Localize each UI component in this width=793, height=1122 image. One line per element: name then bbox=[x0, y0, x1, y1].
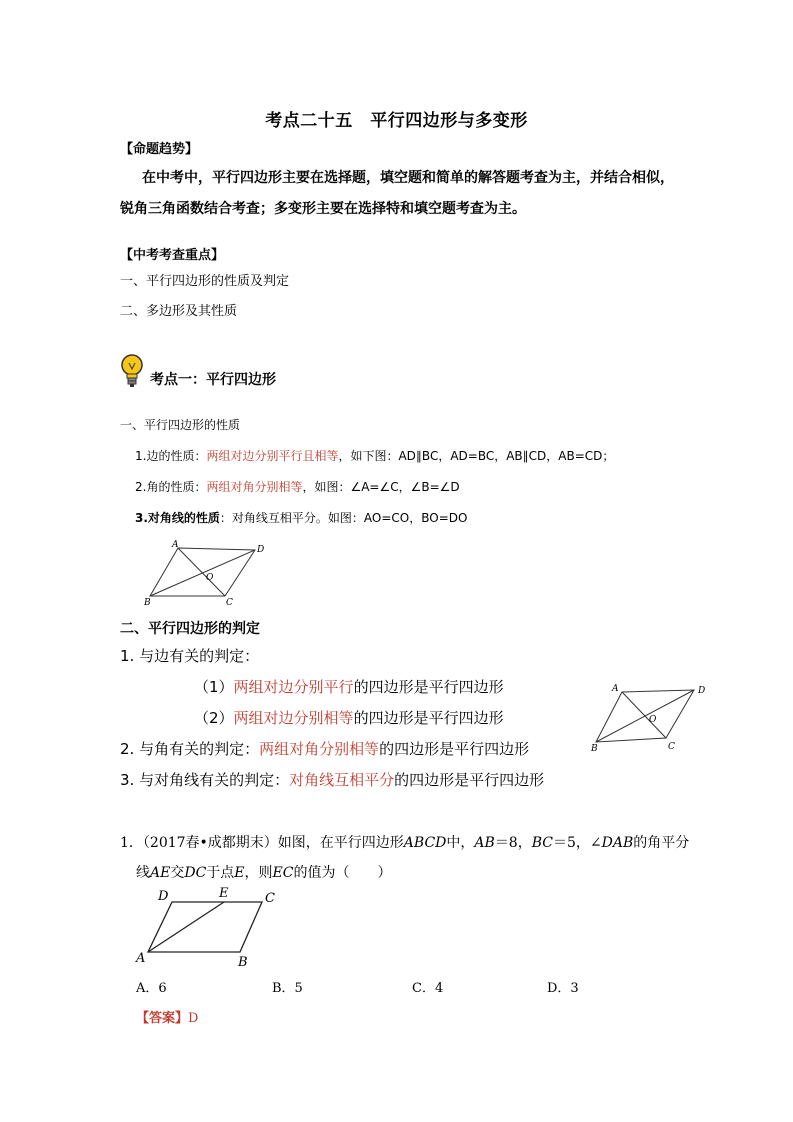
q2-ae: AE bbox=[150, 865, 171, 881]
property-heading: 一、平行四边形的性质 bbox=[120, 418, 241, 432]
parallelogram-figure-1 bbox=[140, 538, 270, 608]
side-red: 两组对边分别平行且相等 bbox=[206, 449, 339, 463]
judge-3-suffix: 的四边形是平行四边形 bbox=[394, 771, 545, 789]
q1-text-e: 的角平分 bbox=[633, 835, 690, 851]
diagonal-ac-1 bbox=[178, 548, 225, 596]
side-suffix: ，如下图：AD∥BC，AD=BC，AB∥CD，AB=CD； bbox=[338, 449, 615, 463]
q-label-c: C bbox=[265, 891, 275, 906]
judge-1b-red: 两组对边分别相等 bbox=[233, 709, 354, 727]
q1-text-a: 1．（2017春•成都期末）如图，在平行四边形 bbox=[120, 835, 404, 851]
focus-heading: 【中考考查重点】 bbox=[120, 248, 225, 263]
label-c-1: C bbox=[226, 598, 233, 608]
judge-3-prefix: 3. 与对角线有关的判定： bbox=[120, 771, 290, 789]
point1-heading: 考点一：平行四边形 bbox=[150, 372, 276, 388]
q2-dc: DC bbox=[184, 865, 207, 881]
label-a-1: A bbox=[172, 540, 179, 550]
angle-prefix: 2.角的性质： bbox=[135, 480, 207, 494]
q1-abcd: ABCD bbox=[403, 835, 447, 851]
side-property bbox=[135, 447, 614, 464]
q2-text-e: 的值为（ ） bbox=[293, 865, 392, 881]
q1-bc: BC bbox=[531, 835, 553, 851]
answer bbox=[136, 1007, 198, 1026]
q1-text-b: 中， bbox=[446, 835, 475, 851]
judge-heading: 二、平行四边形的判定 bbox=[120, 621, 260, 637]
judge-line-1: 1. 与边有关的判定： bbox=[120, 647, 260, 665]
diagonal-ac-2 bbox=[622, 692, 666, 738]
diag-suffix: ：对角线互相平分。如图：AO=CO，BO=DO bbox=[219, 511, 468, 525]
judge-2-prefix: 2. 与角有关的判定： bbox=[120, 740, 260, 758]
label-b-2: B bbox=[591, 744, 598, 752]
q2-text-c: 于点 bbox=[206, 865, 235, 881]
option-d: D．3 bbox=[547, 981, 579, 996]
judge-1a-red: 两组对边分别平行 bbox=[233, 678, 354, 696]
judge-3-red: 对角线互相平分 bbox=[289, 771, 395, 789]
angle-suffix: ，如图：∠A=∠C，∠B=∠D bbox=[302, 480, 460, 494]
q2-text-d: ，则 bbox=[244, 865, 273, 881]
angle-property bbox=[135, 478, 460, 495]
judge-1a-suffix: 的四边形是平行四边形 bbox=[353, 678, 504, 696]
trend-heading: 【命题趋势】 bbox=[120, 142, 199, 157]
option-c: C．4 bbox=[412, 981, 444, 996]
answer-value: D bbox=[188, 1011, 199, 1026]
page-title: 考点二十五 平行四边形与多变形 bbox=[265, 111, 528, 131]
trend-line-2: 锐角三角函数结合考查；多变形主要在选择特和填空题考查为主。 bbox=[120, 201, 526, 217]
answer-label: 【答案】 bbox=[136, 1011, 189, 1026]
judge-1a-prefix: （1） bbox=[194, 678, 234, 696]
judge-1b-prefix: （2） bbox=[194, 709, 234, 727]
label-d-1: D bbox=[257, 545, 265, 555]
q2-text-b: 交 bbox=[170, 865, 185, 881]
label-o-1: O bbox=[206, 573, 214, 583]
angle-red: 两组对角分别相等 bbox=[206, 480, 303, 494]
label-c-2: C bbox=[668, 742, 675, 752]
diag-prefix: 3.对角线的性质 bbox=[135, 511, 220, 525]
judge-line-2 bbox=[120, 738, 529, 759]
q-label-a: A bbox=[136, 951, 146, 966]
side-prefix: 1.边的性质： bbox=[135, 449, 207, 463]
lightbulb-icon bbox=[120, 353, 144, 389]
label-a-2: A bbox=[612, 684, 619, 694]
label-d-2: D bbox=[698, 686, 706, 696]
q1-ab: AB bbox=[474, 835, 495, 851]
q2-text-a: 线 bbox=[136, 865, 150, 881]
question-line-2 bbox=[136, 862, 391, 882]
question-line-1 bbox=[120, 832, 689, 852]
q2-e: E bbox=[234, 865, 245, 881]
diagonal-bd-1 bbox=[150, 550, 255, 596]
option-a: A．6 bbox=[136, 981, 167, 996]
q-label-b: B bbox=[238, 955, 248, 970]
focus-item-1: 一、平行四边形的性质及判定 bbox=[120, 274, 290, 289]
trend-line-1: 在中考中，平行四边形主要在选择题，填空题和简单的解答题考查为主，并结合相似， bbox=[142, 170, 674, 186]
diag-property bbox=[135, 509, 467, 526]
judge-2-red: 两组对角分别相等 bbox=[259, 740, 380, 758]
judge-line-1a bbox=[194, 676, 504, 697]
judge-2-suffix: 的四边形是平行四边形 bbox=[379, 740, 530, 758]
q-label-e: E bbox=[219, 886, 229, 901]
label-b-1: B bbox=[144, 598, 151, 608]
q1-text-c: ＝8， bbox=[494, 835, 532, 851]
focus-item-2: 二、多边形及其性质 bbox=[120, 304, 238, 319]
question-parallelogram bbox=[148, 902, 262, 952]
label-o-2: O bbox=[649, 715, 657, 725]
q1-dab: DAB bbox=[601, 835, 634, 851]
option-b: B．5 bbox=[272, 981, 303, 996]
judge-line-1b bbox=[194, 707, 504, 728]
q2-ec: EC bbox=[272, 865, 294, 881]
judge-1b-suffix: 的四边形是平行四边形 bbox=[353, 709, 504, 727]
question-figure bbox=[130, 882, 290, 970]
q-label-d: D bbox=[158, 889, 169, 904]
judge-line-3 bbox=[120, 769, 544, 790]
parallelogram-figure-2 bbox=[588, 680, 718, 752]
q1-text-d: ＝5，∠ bbox=[553, 835, 602, 851]
